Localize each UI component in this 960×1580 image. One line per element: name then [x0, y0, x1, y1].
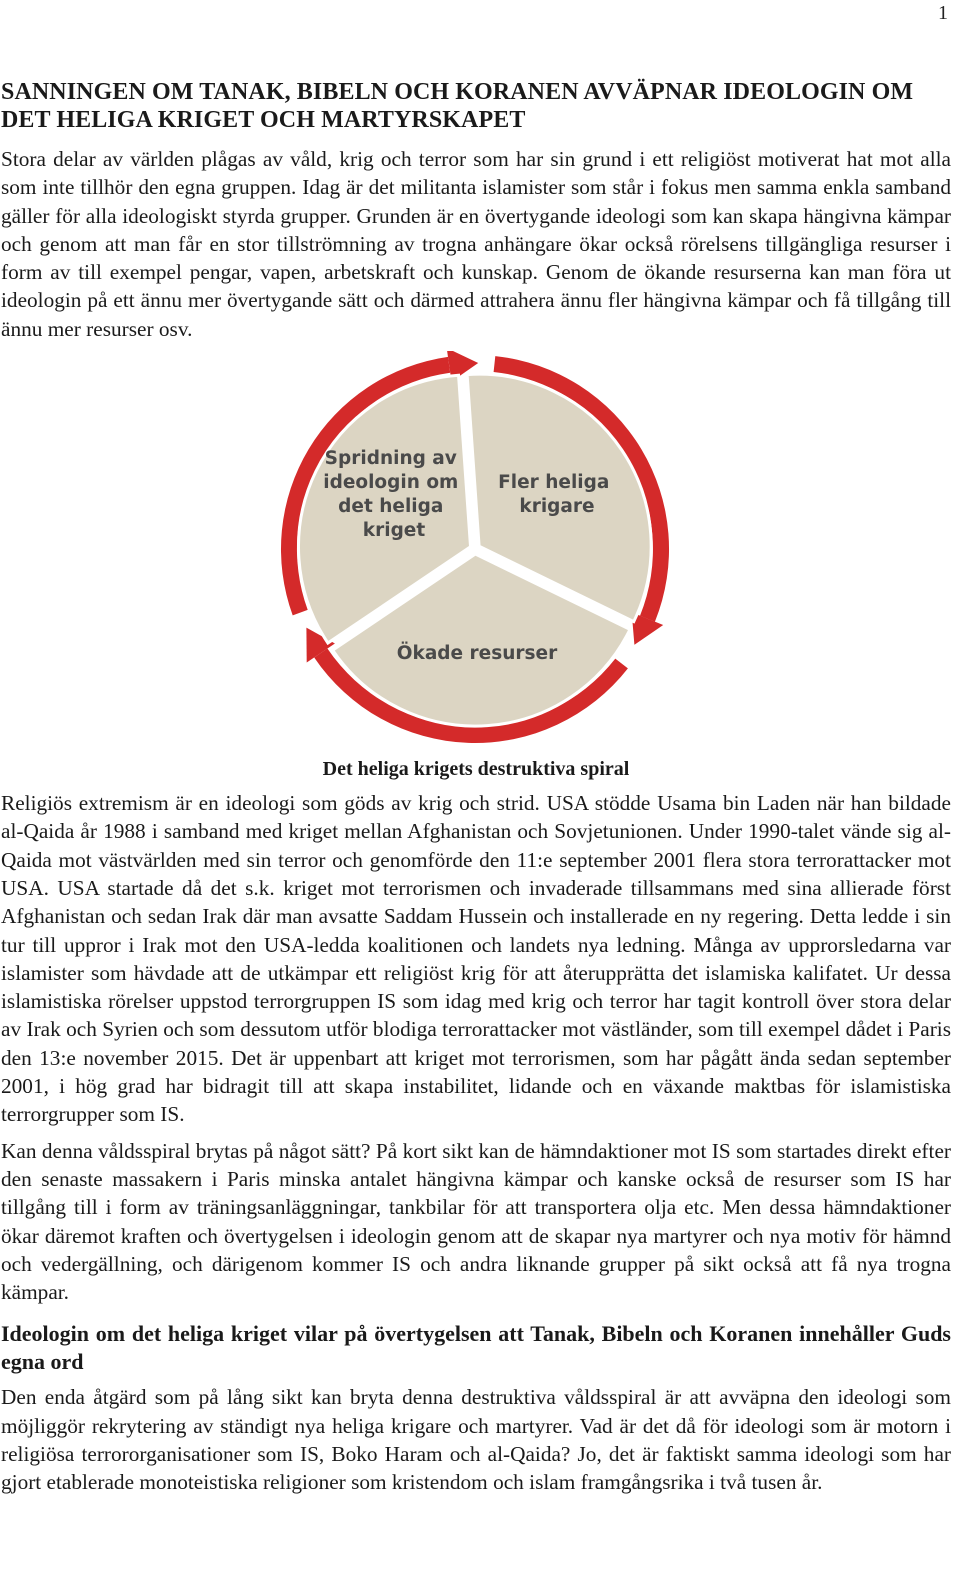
segment-label-warriors: Fler heliga krigare — [498, 472, 610, 518]
page-number: 1 — [938, 2, 948, 24]
body-paragraph-history: Religiös extremism är en ideologi som göds av krig och strid. USA stödde Usama bin Laden när han bildade al-Qaida år 1988 i samband med kriget mellan Afghanistan och Sovjetunionen. Under 1990-talet vände sig al-Qaida mot västvärlden med sin terror och genomförde den 11:e september 2001 flera stora terrorattacker mot USA. USA startade då det s.k. kriget mot terrorismen och invaderade tillsammans med sina allierade först Afghanistan och sedan Irak där man avsatte Saddam Hussein och installerade en ny regering. Detta ledde i sin tur till uppror i Irak mot den USA-ledda koalitionen och landets nya ledning. Många av upprorsledarna var islamister som hävdade att de utkämpar ett religiöst krig för att återupprätta det islamiska kalifatet. Ur dessa islamistiska rörelser uppstod terrorgruppen IS som idag med krig och terror har tagit kontroll över stora delar av Irak och Syrien och som dessutom utför blodiga terrorattacker mot västländer, som till exempel dådet i Paris den 13:e november 2015. Det är uppenbart att kriget mot terrorismen, som har pågått ända sedan september 2001, i hög grad har bidragit till att skapa instabilitet, lidande och en växande maktbas för islamistiska terrorgrupper som IS. — [1, 791, 951, 1127]
intro-paragraph: Stora delar av världen plågas av våld, krig och terror som har sin grund i ett religiöst motiverat hat mot alla som inte tillhör den egna gruppen. Idag är det militanta islamister som står i fokus men samma enkla samband gäller för alla ideologiskt styrda grupper. Grunden är en övertygande ideologi som kan skapa hängivna kämpar och genom att man får en stor tillströmning av trogna anhängare ökar också rörelsens tillgängliga resurser i form av till exempel pengar, vapen, arbetskraft och kunskap. Genom de ökande resurserna kan man föra ut ideologin på ett ännu mer övertygande sätt och därmed attrahera ännu fler hängivna kämpar och få tillgång till ännu mer resurser osv. — [1, 147, 951, 341]
document-body — [1, 78, 951, 1497]
body-paragraph-question: Kan denna våldsspiral brytas på något sätt? På kort sikt kan de hämndaktioner mot IS som startades direkt efter den senaste massakern i Paris minska antalet hängivna kämpar och kanske också de resurser som IS har tillgång till i form av träningsanläggningar, tankbilar för att transportera olja etc. Men dessa hämndaktioner ökar däremot kraften och övertygelsen i ideologin genom att de skapar nya martyrer och nya motiv för hämnd och vedergällning, och därigenom kommer IS och andra liknande grupper på sikt också att få nya trogna kämpar. — [1, 1138, 951, 1305]
cycle-diagram — [277, 351, 677, 751]
figure-caption: Det heliga krigets destruktiva spiral — [322, 758, 630, 781]
body-paragraph-solution: Den enda åtgärd som på lång sikt kan bryta denna destruktiva våldsspiral är att avväpna den ideologi som möjliggör rekrytering av ständigt nya heliga krigare och martyrer. Vad är det då för ideologi som är motorn i religiösa terrororganisationer som IS, Boko Haram och al-Qaida? Jo, det är faktiskt samma ideologi som har gjort etablerade monoteistiska religioner som kristendom och islam framgångsrika i två tusen år. — [1, 1385, 951, 1495]
spiral-figure — [1, 351, 951, 791]
segment-label-spread: Spridning av ideologin om det heliga kriget — [323, 448, 459, 542]
segment-label-resources: Ökade resurser — [396, 643, 558, 665]
document-title: SANNINGEN OM TANAK, BIBELN OCH KORANEN AVVÄPNAR IDEOLOGIN OM DET HELIGA KRIGET OCH MARTYRSKAPET — [1, 79, 914, 133]
section-heading: Ideologin om det heliga kriget vilar på övertygelsen att Tanak, Bibeln och Koranen innehåller Guds egna ord — [1, 1321, 951, 1375]
